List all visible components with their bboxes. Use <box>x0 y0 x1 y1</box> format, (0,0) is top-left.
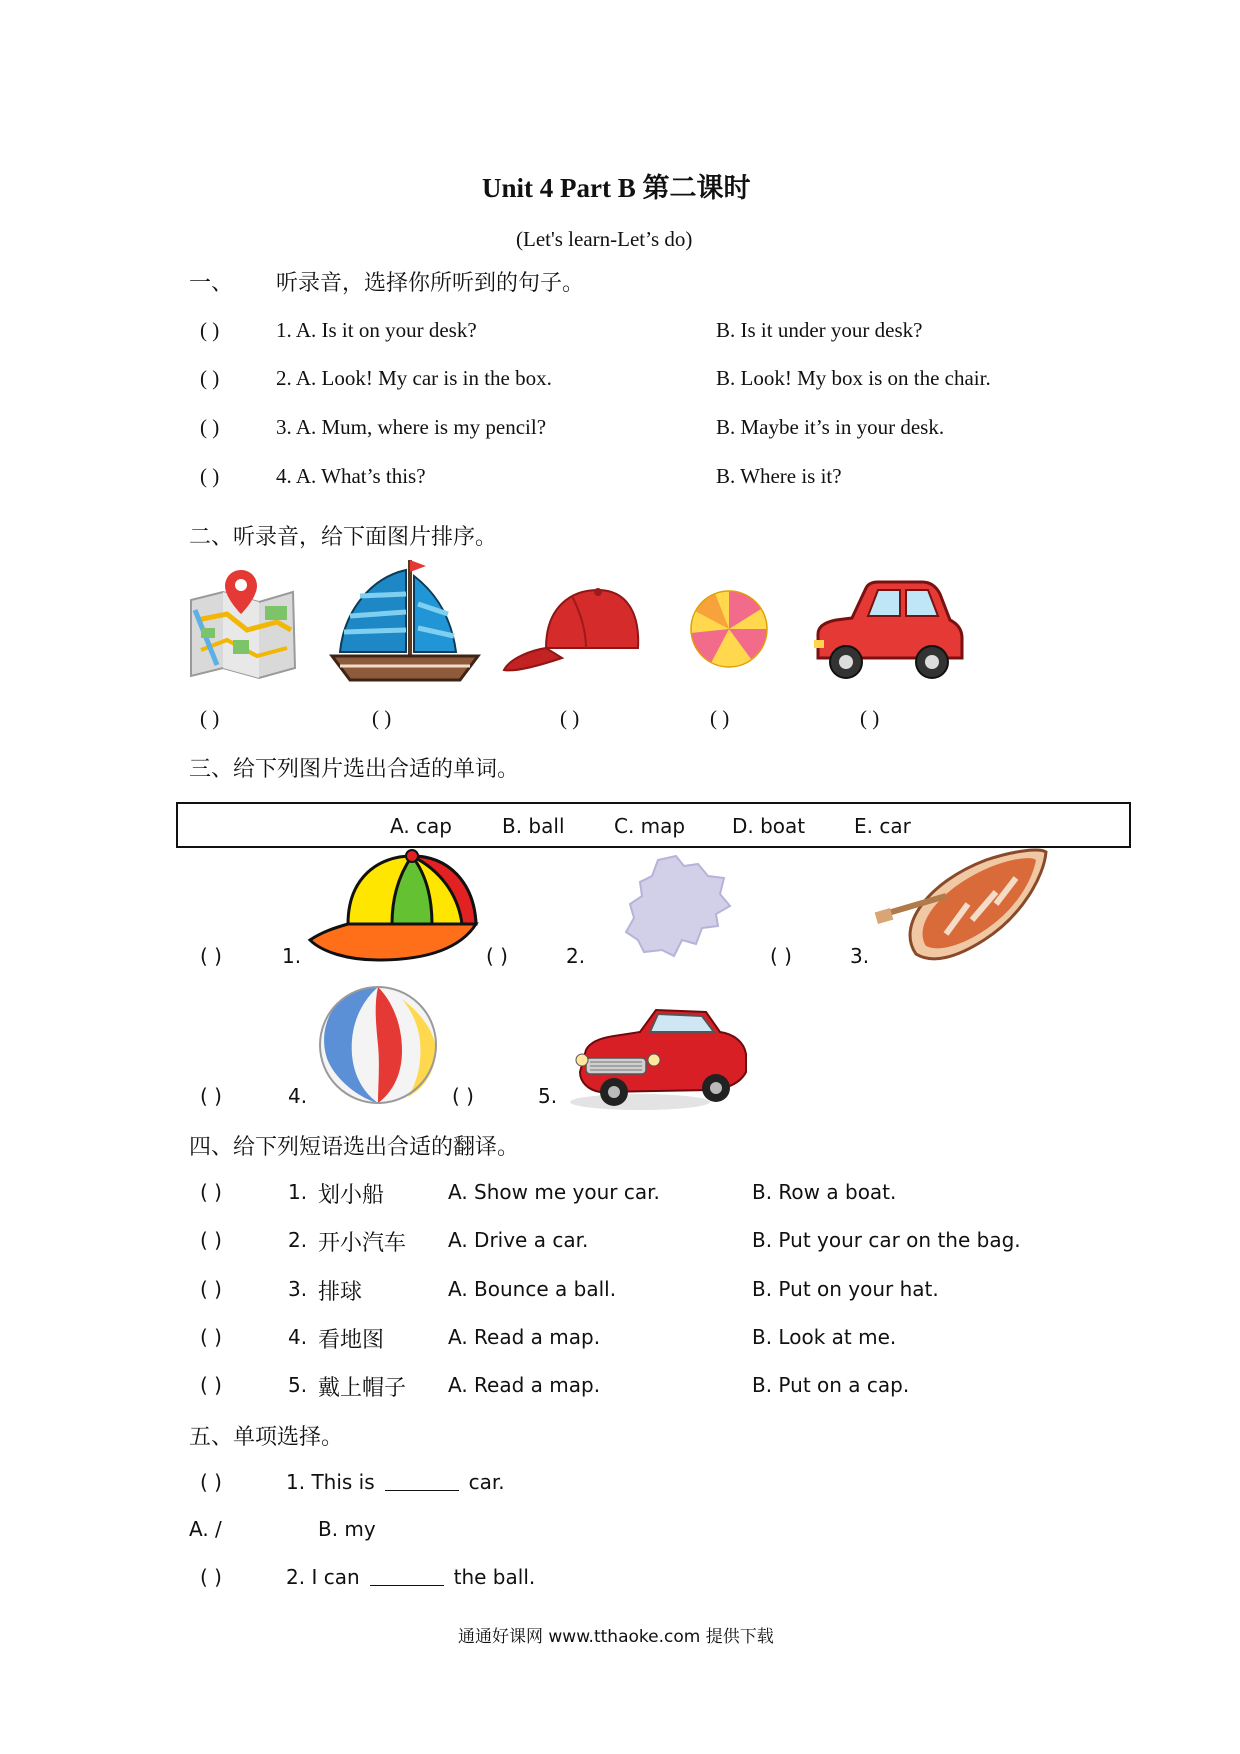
s4-q2-option-b: B. Put your car on the bag. <box>752 1228 1021 1252</box>
s4-q1-blank[interactable]: ( ) <box>200 1180 222 1204</box>
s4-q5-chinese: 戴上帽子 <box>318 1376 407 1401</box>
page-subtitle: (Let's learn-Let’s do) <box>516 227 693 251</box>
word-option-a: A. cap <box>390 814 452 838</box>
s1-q1-option-a: 1. A. Is it on your desk? <box>276 318 477 342</box>
s5-q1-after: car. <box>468 1470 505 1494</box>
s4-q4-option-a: A. Read a map. <box>448 1325 601 1349</box>
colorful-cap-picture <box>308 848 484 966</box>
s1-q4-option-a: 4. A. What’s this? <box>276 464 426 488</box>
s4-q1-option-b: B. Row a boat. <box>752 1180 897 1204</box>
section1-heading: 听录音，选择你所听到的句子。 <box>276 271 585 296</box>
s1-q1-blank[interactable]: ( ) <box>200 318 220 342</box>
s3-q2-blank[interactable]: ( ) <box>486 944 508 968</box>
s4-q5-blank[interactable]: ( ) <box>200 1373 222 1397</box>
s2-blank-1[interactable]: ( ) <box>200 706 220 730</box>
s4-q3-number: 3. <box>288 1277 308 1301</box>
s4-q1-number: 1. <box>288 1180 308 1204</box>
s4-q1-chinese: 划小船 <box>318 1183 385 1208</box>
s4-q5-number: 5. <box>288 1373 308 1397</box>
s3-q3-blank[interactable]: ( ) <box>770 944 792 968</box>
s4-q4-chinese: 看地图 <box>318 1328 385 1353</box>
s5-q2-after: the ball. <box>453 1565 536 1589</box>
s4-q2-option-a: A. Drive a car. <box>448 1228 589 1252</box>
s4-q2-chinese: 开小汽车 <box>318 1231 407 1256</box>
s3-q5-blank[interactable]: ( ) <box>452 1084 474 1108</box>
section2-heading: 二、听录音，给下面图片排序。 <box>189 525 498 550</box>
s1-q2-option-b: B. Look! My box is on the chair. <box>716 366 991 390</box>
s5-q1-fill-line[interactable] <box>385 1490 459 1491</box>
s3-q2-number: 2. <box>566 944 586 968</box>
word-option-c: C. map <box>614 814 686 838</box>
word-option-d: D. boat <box>732 814 806 838</box>
s5-q2-blank[interactable]: ( ) <box>200 1565 222 1589</box>
s1-q2-blank[interactable]: ( ) <box>200 366 220 390</box>
s4-q2-blank[interactable]: ( ) <box>200 1228 222 1252</box>
s1-q4-option-b: B. Where is it? <box>716 464 842 488</box>
section5-heading: 五、单项选择。 <box>189 1425 344 1450</box>
s4-q2-number: 2. <box>288 1228 308 1252</box>
word-option-b: B. ball <box>502 814 565 838</box>
toy-car-picture <box>812 578 964 684</box>
s1-q2-option-a: 2. A. Look! My car is in the box. <box>276 366 552 390</box>
s1-q3-blank[interactable]: ( ) <box>200 415 220 439</box>
s4-q5-option-b: B. Put on a cap. <box>752 1373 910 1397</box>
s4-q3-option-b: B. Put on your hat. <box>752 1277 939 1301</box>
section1-number: 一、 <box>189 271 234 296</box>
s4-q3-chinese: 排球 <box>318 1280 363 1305</box>
s2-blank-2[interactable]: ( ) <box>372 706 392 730</box>
s3-q4-blank[interactable]: ( ) <box>200 1084 222 1108</box>
s5-q2-sentence <box>286 1565 535 1589</box>
convertible-car-picture <box>570 1002 748 1112</box>
s1-q1-option-b: B. Is it under your desk? <box>716 318 923 342</box>
s5-q1-option-b: B. my <box>318 1517 376 1541</box>
section4-heading: 四、给下列短语选出合适的翻译。 <box>189 1135 520 1160</box>
page-footer: 通通好课网 www.tthaoke.com 提供下载 <box>458 1627 774 1647</box>
s4-q3-option-a: A. Bounce a ball. <box>448 1277 617 1301</box>
s3-q3-number: 3. <box>850 944 870 968</box>
section3-heading: 三、给下列图片选出合适的单词。 <box>189 757 520 782</box>
s1-q4-blank[interactable]: ( ) <box>200 464 220 488</box>
s3-q5-number: 5. <box>538 1084 558 1108</box>
s4-q3-blank[interactable]: ( ) <box>200 1277 222 1301</box>
s2-blank-4[interactable]: ( ) <box>710 706 730 730</box>
word-option-e: E. car <box>854 814 911 838</box>
s4-q4-blank[interactable]: ( ) <box>200 1325 222 1349</box>
s4-q4-number: 4. <box>288 1325 308 1349</box>
s3-q1-number: 1. <box>282 944 302 968</box>
s5-q1-blank[interactable]: ( ) <box>200 1470 222 1494</box>
s1-q3-option-a: 3. A. Mum, where is my pencil? <box>276 415 547 439</box>
s3-q4-number: 4. <box>288 1084 308 1108</box>
map-picture <box>187 570 299 682</box>
s5-q2-before: 2. I can <box>286 1565 360 1589</box>
sailboat-picture <box>330 556 480 688</box>
s4-q5-option-a: A. Read a map. <box>448 1373 601 1397</box>
s4-q1-option-a: A. Show me your car. <box>448 1180 660 1204</box>
striped-ball-picture <box>318 985 438 1105</box>
map-shape-picture <box>624 854 736 958</box>
s5-q2-fill-line[interactable] <box>370 1585 444 1586</box>
s2-blank-5[interactable]: ( ) <box>860 706 880 730</box>
beach-ball-picture <box>689 589 769 669</box>
red-cap-picture <box>502 588 642 676</box>
s2-blank-3[interactable]: ( ) <box>560 706 580 730</box>
s3-q1-blank[interactable]: ( ) <box>200 944 222 968</box>
s5-q1-sentence <box>286 1470 505 1494</box>
s1-q3-option-b: B. Maybe it’s in your desk. <box>716 415 945 439</box>
s5-q1-option-a: A. / <box>189 1517 222 1541</box>
s5-q1-before: 1. This is <box>286 1470 375 1494</box>
s4-q4-option-b: B. Look at me. <box>752 1325 897 1349</box>
rowboat-picture <box>876 846 1048 964</box>
word-options-box <box>176 802 1131 848</box>
page-title: Unit 4 Part B 第二课时 <box>482 173 751 203</box>
